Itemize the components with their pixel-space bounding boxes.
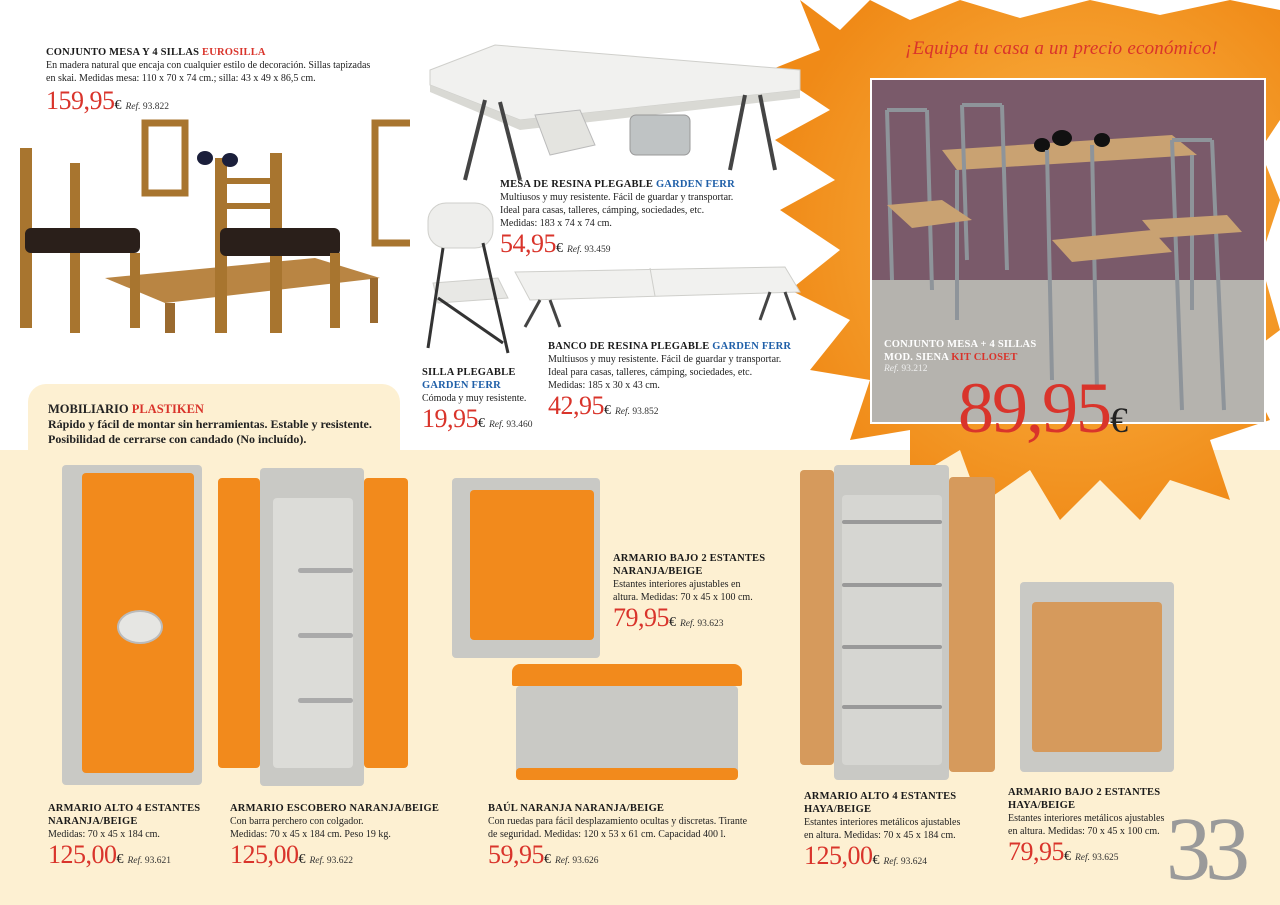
ref-label: Ref. [883, 857, 899, 867]
escobero-ref: 93.622 [326, 856, 354, 866]
baul-block [488, 802, 788, 869]
silla-plegable-price: 19,95 [422, 404, 478, 433]
banco-resina-desc-3: Medidas: 185 x 30 x 43 cm. [548, 380, 660, 391]
armario-alto-naranja-ref: 93.621 [144, 856, 172, 866]
armario-alto-naranja-title-2: NARANJA/BEIGE [48, 816, 138, 827]
mesa-resina-ref: 93.459 [584, 245, 611, 255]
plastiken-brand: PLASTIKEN [131, 402, 204, 416]
banco-resina-block [548, 340, 798, 420]
banco-resina-desc-1: Multiusos y muy resistente. Fácil de guardar y transportar. [548, 354, 782, 365]
armario-bajo-naranja-title-1: ARMARIO BAJO 2 ESTANTES [613, 553, 766, 564]
euro-sign: € [1110, 400, 1126, 440]
siena-title-1: CONJUNTO MESA + 4 SILLAS [884, 339, 1037, 350]
armario-bajo-haya-title-1: ARMARIO BAJO 2 ESTANTES [1008, 787, 1161, 798]
siena-brand: KIT CLOSET [951, 352, 1018, 363]
armario-bajo-naranja-block [613, 552, 783, 632]
armario-alto-haya-title-1: ARMARIO ALTO 4 ESTANTES [804, 791, 957, 802]
euro-sign: € [478, 416, 485, 431]
baul-ref: 93.626 [572, 856, 599, 866]
euro-sign: € [544, 852, 551, 867]
banco-resina-title: BANCO DE RESINA PLEGABLE [548, 341, 710, 352]
armario-bajo-haya-title-2: HAYA/BEIGE [1008, 800, 1076, 811]
mesa-resina-desc-3: Medidas: 183 x 74 x 74 cm. [500, 218, 612, 229]
mesa-resina-title: MESA DE RESINA PLEGABLE [500, 179, 654, 190]
mesa-resina-block [500, 178, 750, 258]
eurosilla-desc-2: en skai. Medidas mesa: 110 x 70 x 74 cm.; silla: 43 x 49 x 86,5 cm. [46, 73, 316, 84]
armario-bajo-naranja-desc-2: altura. Medidas: 70 x 45 x 100 cm. [613, 592, 753, 603]
escobero-block [230, 802, 450, 869]
eurosilla-desc-1: En madera natural que encaja con cualquier estilo de decoración. Sillas tapizadas [46, 60, 371, 71]
banco-resina-desc-2: Ideal para casas, talleres, cámping, sociedades, etc. [548, 367, 753, 378]
ref-label: Ref. [1075, 853, 1091, 863]
euro-sign: € [872, 853, 880, 868]
plastiken-label: MOBILIARIO [48, 402, 129, 416]
silla-plegable-block [422, 366, 547, 433]
armario-bajo-naranja-title-2: NARANJA/BEIGE [613, 566, 703, 577]
euro-sign: € [556, 241, 563, 256]
armario-alto-naranja-block [48, 802, 223, 869]
baul-title: BAÚL NARANJA NARANJA/BEIGE [488, 803, 665, 814]
banco-resina-brand: GARDEN FERR [712, 341, 792, 352]
ref-label: Ref. [127, 856, 143, 866]
armario-bajo-haya-block [1008, 786, 1178, 866]
escobero-desc-1: Con barra perchero con colgador. [230, 816, 364, 827]
ref-label: Ref. [884, 364, 900, 374]
low-beech-cabinet-image [1020, 582, 1174, 772]
eurosilla-price: 159,95 [46, 86, 115, 115]
eurosilla-block [46, 46, 396, 115]
armario-alto-naranja-price: 125,00 [48, 840, 117, 869]
euro-sign: € [604, 403, 611, 418]
baul-desc-1: Con ruedas para fácil desplazamiento ocultas y discretas. Tirante [488, 816, 748, 827]
ref-label: Ref. [567, 245, 583, 255]
silla-plegable-brand: GARDEN FERR [422, 380, 501, 391]
banco-resina-ref: 93.852 [632, 407, 659, 417]
ref-label: Ref. [489, 420, 505, 430]
armario-alto-haya-price: 125,00 [804, 841, 873, 870]
mesa-resina-desc-2: Ideal para casas, talleres, cámping, sociedades, etc. [500, 205, 705, 216]
silla-plegable-desc: Cómoda y muy resistente. [422, 393, 527, 404]
folding-chair-image [418, 198, 518, 358]
siena-ref: 93.212 [901, 364, 928, 374]
baul-desc-2: de seguridad. Medidas: 120 x 53 x 61 cm. Capacidad 400 l. [488, 829, 726, 840]
armario-alto-haya-desc-1: Estantes interiores metálicos ajustables [804, 817, 961, 828]
armario-bajo-naranja-desc-1: Estantes interiores ajustables en [613, 579, 741, 590]
ref-label: Ref. [615, 407, 631, 417]
armario-bajo-haya-price: 79,95 [1008, 837, 1064, 866]
escobero-price: 125,00 [230, 840, 299, 869]
low-orange-cabinet-image [452, 478, 600, 658]
eurosilla-title: CONJUNTO MESA Y 4 SILLAS [46, 47, 200, 58]
silla-plegable-ref: 93.460 [506, 420, 533, 430]
plastiken-line-1: Rápido y fácil de montar sin herramientas. Estable y resistente. [48, 417, 372, 431]
armario-bajo-haya-ref: 93.625 [1092, 853, 1119, 863]
plastiken-line-2: Posibilidad de cerrarse con candado (No incluído). [48, 432, 307, 446]
eurosilla-brand: EUROSILLA [202, 47, 266, 58]
mesa-resina-brand: GARDEN FERR [655, 179, 735, 190]
armario-alto-haya-block [804, 790, 1004, 870]
ref-label: Ref. [680, 619, 696, 629]
tall-beech-cabinet-image [800, 465, 998, 785]
armario-alto-haya-title-2: HAYA/BEIGE [804, 804, 872, 815]
broom-cabinet-image [218, 468, 408, 786]
plastiken-header [48, 402, 393, 447]
ref-label: Ref. [125, 102, 141, 112]
silla-plegable-title: SILLA PLEGABLE [422, 367, 516, 378]
ref-label: Ref. [555, 856, 571, 866]
mesa-resina-price: 54,95 [500, 229, 556, 258]
euro-sign: € [116, 852, 124, 867]
armario-alto-haya-ref: 93.624 [900, 857, 928, 867]
euro-sign: € [1064, 849, 1071, 864]
page-number: 33 [1166, 800, 1244, 899]
folding-bench-image [505, 262, 805, 332]
siena-title-2: MOD. SIENA [884, 352, 949, 363]
tall-orange-cabinet-image [62, 465, 202, 785]
storage-chest-image [512, 664, 742, 786]
armario-bajo-naranja-price: 79,95 [613, 603, 669, 632]
escobero-title: ARMARIO ESCOBERO NARANJA/BEIGE [230, 803, 440, 814]
armario-alto-naranja-desc: Medidas: 70 x 45 x 184 cm. [48, 829, 160, 840]
siena-big-price [958, 368, 1126, 460]
armario-bajo-haya-desc-1: Estantes interiores metálicos ajustables [1008, 813, 1165, 824]
mesa-resina-desc-1: Multiusos y muy resistente. Fácil de guardar y transportar. [500, 192, 734, 203]
euro-sign: € [298, 852, 306, 867]
armario-alto-naranja-title-1: ARMARIO ALTO 4 ESTANTES [48, 803, 201, 814]
slogan: ¡Equipa tu casa a un precio económico! [905, 38, 1218, 59]
euro-sign: € [114, 98, 122, 113]
ref-label: Ref. [309, 856, 325, 866]
wooden-dining-set-image [15, 118, 410, 343]
euro-sign: € [669, 615, 676, 630]
folding-table-image [425, 40, 805, 190]
armario-alto-haya-desc-2: en altura. Medidas: 70 x 45 x 184 cm. [804, 830, 956, 841]
siena-price: 89,95 [958, 368, 1110, 448]
armario-bajo-haya-desc-2: en altura. Medidas: 70 x 45 x 100 cm. [1008, 826, 1160, 837]
banco-resina-price: 42,95 [548, 391, 604, 420]
eurosilla-ref: 93.822 [142, 102, 170, 112]
armario-bajo-naranja-ref: 93.623 [697, 619, 724, 629]
baul-price: 59,95 [488, 840, 544, 869]
escobero-desc-2: Medidas: 70 x 45 x 184 cm. Peso 19 kg. [230, 829, 391, 840]
